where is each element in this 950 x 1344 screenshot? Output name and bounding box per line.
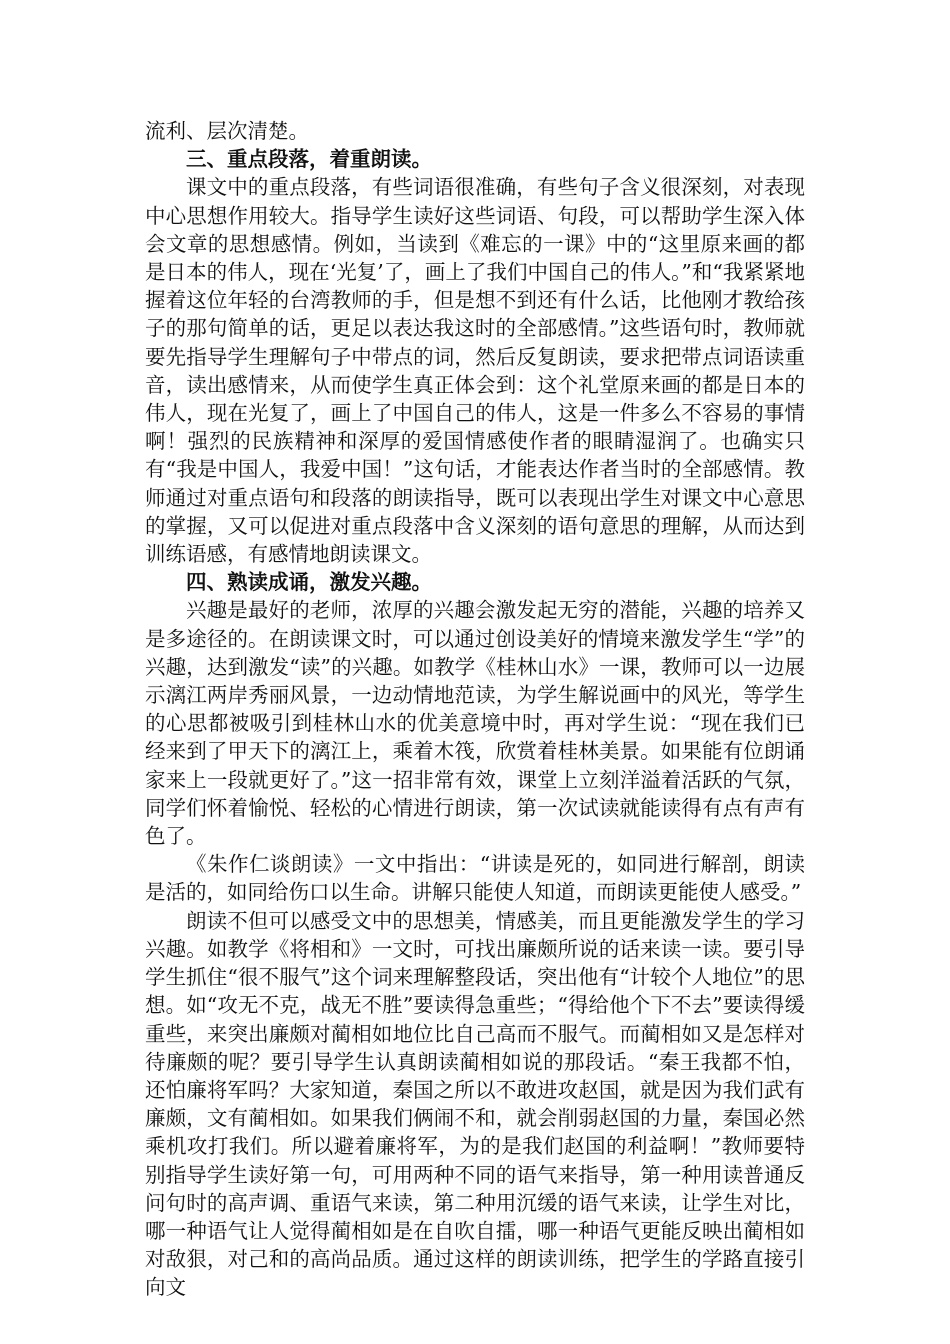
document-page (145, 117, 805, 1302)
section-heading-3: 三、重点段落，着重朗读。 (186, 147, 432, 172)
paragraph-example: 朗读不但可以感受文中的思想美，情感美，而且更能激发学生的学习兴趣。如教学《将相和》一文时，可找出廉颇所说的话来读一读。要引导学生抓住“很不服气”这个词来理解整段话，突出他有“计较个人地位”的思想。如“攻无不克，战无不胜”要读得急重些；“得给他个下不去”要读得缓重些，来突出廉颇对蔺相如地位比自己高而不服气。而蔺相如又是怎样对待廉颇的呢？要引导学生认真朗读蔺相如说的那段话。“秦王我都不怕，还怕廉将军吗？大家知道，秦国之所以不敢进攻赵国，就是因为我们武有廉颇，文有蔺相如。如果我们俩闹不和，就会削弱赵国的力量，秦国必然乘机攻打我们。所以避着廉将军，为的是我们赵国的利益啊！”教师要特别指导学生读好第一句，可用两种不同的语气来指导，第一种用读普通反问句时的高声调、重语气来读，第二种用沉缓的语气来读，让学生对比，哪一种语气让人觉得蔺相如是在自吹自擂，哪一种语气更能反映出蔺相如对敌狠，对己和的高尚品质。通过这样的朗读训练，把学生的学路直接引向文 (145, 908, 805, 1300)
paragraph-quote: 《朱作仁谈朗读》一文中指出：“讲读是死的，如同进行解剖，朗读是活的，如同给伤口以生命。讲解只能使人知道，而朗读更能使人感受。” (145, 852, 805, 905)
paragraph-key-passages: 课文中的重点段落，有些词语很准确，有些句子含义很深刻，对表现中心思想作用较大。指导学生读好这些词语、句段，可以帮助学生深入体会文章的思想感情。例如，当读到《难忘的一课》中的“这里原来画的都是日本的伟人，现在‘光复’了，画上了我们中国自己的伟人。”和“我紧紧地握着这位年轻的台湾教师的手，但是想不到还有什么话，比他刚才教给孩子的那句简单的话，更足以表达我这时的全部感情。”这些语句时，教师就要先指导学生理解句子中带点的词，然后反复朗读，要求把带点词语读重音，读出感情来，从而使学生真正体会到：这个礼堂原来画的都是日本的伟人，现在光复了，画上了中国自己的伟人，这是一件多么不容易的事情啊！强烈的民族精神和深厚的爱国情感使作者的眼睛湿润了。也确实只有“我是中国人，我爱中国！”这句话，才能表达作者当时的全部感情。教师通过对重点语句和段落的朗读指导，既可以表现出学生对课文中心意思的掌握，又可以促进对重点段落中含义深刻的语句意思的理解，从而达到训练语感，有感情地朗读课文。 (145, 175, 805, 567)
section-heading-4: 四、熟读成诵，激发兴趣。 (186, 570, 432, 595)
paragraph-continuation: 流利、层次清楚。 (145, 119, 309, 143)
paragraph-interest: 兴趣是最好的老师，浓厚的兴趣会激发起无穷的潜能，兴趣的培养又是多途径的。在朗读课文时，可以通过创设美好的情境来激发学生“学”的兴趣，达到激发“读”的兴趣。如教学《桂林山水》一课，教师可以一边展示漓江两岸秀丽风景，一边动情地范读，为学生解说画中的风光，等学生的心思都被吸引到桂林山水的优美意境中时，再对学生说：“现在我们已经来到了甲天下的漓江上，乘着木筏，欣赏着桂林美景。如果能有位朗诵家来上一段就更好了。”这一招非常有效，课堂上立刻洋溢着活跃的气氛，同学们怀着愉悦、轻松的心情进行朗读，第一次试读就能读得有点有声有色了。 (145, 598, 805, 849)
